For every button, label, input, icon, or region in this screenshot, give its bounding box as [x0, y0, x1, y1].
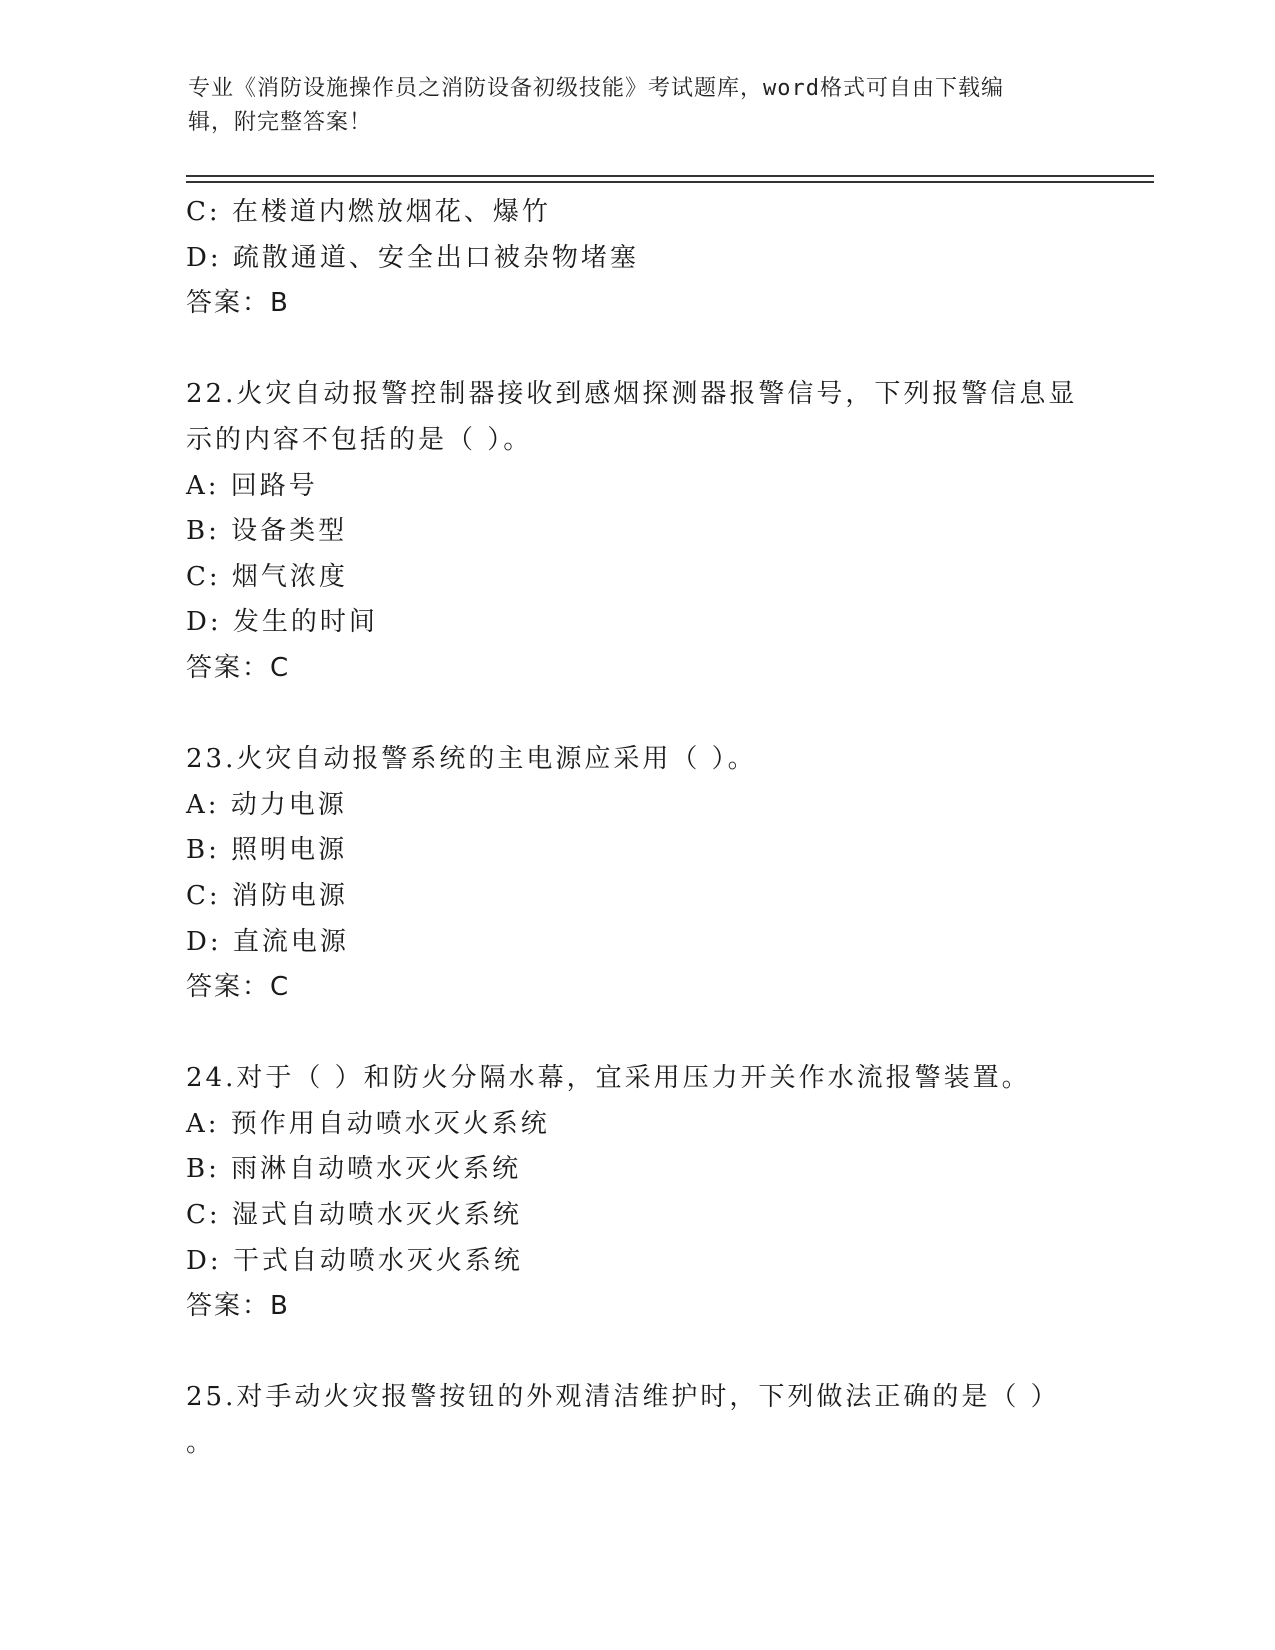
option-a: A: 动力电源 — [186, 789, 347, 820]
option-c: C: 在楼道内燃放烟花、爆竹 — [186, 197, 551, 227]
answer-line: 答案：C — [186, 652, 291, 683]
answer-line: 答案：B — [186, 288, 290, 319]
question-list — [186, 190, 1086, 1467]
question-stem: 22.火灾自动报警控制器接收到感烟探测器报警信号，下列报警信息显 — [186, 379, 1078, 410]
option-b: B: 雨淋自动喷水灭火系统 — [186, 1154, 522, 1185]
question-stem-cont: 。 — [186, 1428, 216, 1459]
header-divider-top — [186, 175, 1154, 177]
spacer — [186, 1330, 1086, 1376]
header-divider-bottom — [186, 181, 1154, 183]
option-a: A: 回路号 — [186, 470, 318, 501]
spacer — [186, 327, 1086, 373]
header-line-2: 辑，附完整答案！ — [188, 110, 373, 135]
option-d: D: 干式自动喷水灭火系统 — [186, 1245, 523, 1276]
option-a: A: 预作用自动喷水灭火系统 — [186, 1108, 550, 1139]
spacer — [186, 1011, 1086, 1057]
answer-line: 答案：B — [186, 1291, 290, 1322]
option-b: B: 设备类型 — [186, 516, 348, 547]
option-c: C: 湿式自动喷水灭火系统 — [186, 1200, 522, 1231]
question-stem: 23.火灾自动报警系统的主电源应采用（ ）。 — [186, 744, 757, 775]
question-25 — [186, 1375, 1086, 1466]
option-d: D: 直流电源 — [186, 926, 349, 957]
question-stem: 24.对于（ ）和防火分隔水幕，宜采用压力开关作水流报警装置。 — [186, 1063, 1031, 1094]
question-22 — [186, 372, 1086, 691]
option-b: B: 照明电源 — [186, 835, 348, 866]
document-header — [188, 72, 1068, 140]
question-23 — [186, 737, 1086, 1011]
answer-line: 答案：C — [186, 972, 291, 1003]
header-line-1: 专业《消防设施操作员之消防设备初级技能》考试题库，word格式可自由下载编 — [188, 76, 1004, 101]
spacer — [186, 692, 1086, 738]
option-c: C: 消防电源 — [186, 880, 348, 911]
question-24 — [186, 1056, 1086, 1330]
question-stem-cont: 示的内容不包括的是（ ）。 — [186, 424, 533, 455]
option-c: C: 烟气浓度 — [186, 561, 348, 592]
option-d: D: 发生的时间 — [186, 607, 378, 638]
question-stem: 25.对手动火灾报警按钮的外观清洁维护时，下列做法正确的是（ ） — [186, 1382, 1060, 1413]
option-d: D: 疏散通道、安全出口被杂物堵塞 — [186, 242, 639, 273]
